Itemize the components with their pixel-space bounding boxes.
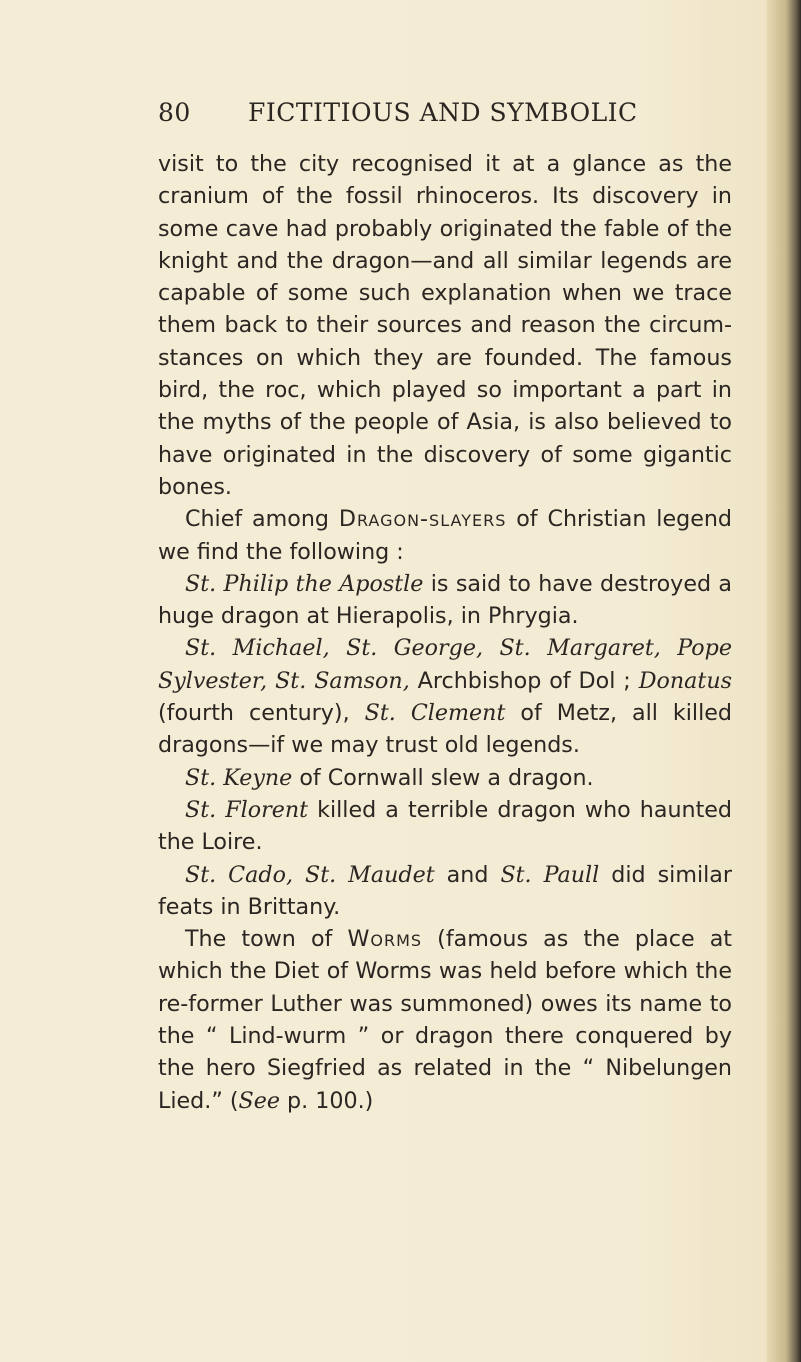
- saint-names: St. Michael, St. George, St. Margaret, Pope Sylvester, St. Samson,: [158, 635, 732, 694]
- text-run: (famous as the place at which the Diet of Worms was held before which the re-former Luther was summoned) owes its name to the “ Lind-wurm ” or dragon there conquered by the hero Siegfried as related in the “ Nibelungen Lied.” (: [158, 926, 732, 1114]
- text-run: (fourth century),: [158, 700, 365, 727]
- text-run: of Metz, all killed dragons—if we may trust old legends.: [158, 700, 733, 759]
- small-caps-term: Worms: [347, 926, 423, 953]
- paragraph: [158, 794, 732, 859]
- page-number: 80: [158, 98, 191, 127]
- text-run: p. 100.): [280, 1087, 374, 1114]
- body-text: [158, 148, 732, 1117]
- text-run: The town of: [185, 926, 348, 953]
- text-run: and: [434, 861, 501, 888]
- small-caps-term: Dragon-slayers: [338, 506, 507, 533]
- text-run: is said to have destroyed a huge dragon at Hierapolis, in Phrygia.: [158, 570, 732, 630]
- text-run: Archbishop of Dol ;: [409, 667, 639, 694]
- paragraph: [158, 568, 732, 633]
- saint-name: St. Keyne: [185, 764, 293, 791]
- text-run: of Cornwall slew a dragon.: [292, 764, 594, 791]
- text-run: Chief among: [185, 506, 339, 533]
- page-edge: [767, 0, 801, 1362]
- saint-name: St. Clement: [364, 700, 506, 727]
- saint-name: St. Paull: [500, 861, 600, 888]
- text-run: killed a terrible dragon who haunted the Loire.: [158, 796, 733, 856]
- paragraph: [158, 923, 732, 1117]
- saint-name: St. Florent: [185, 796, 309, 823]
- paragraph: [158, 503, 732, 568]
- see-reference: See: [238, 1087, 280, 1114]
- paragraph: [158, 632, 732, 761]
- paragraph: [158, 859, 732, 924]
- paragraph: [158, 762, 732, 794]
- saint-names: St. Cado, St. Maudet: [185, 861, 435, 888]
- saint-name: Donatus: [638, 667, 732, 694]
- running-title: FICTITIOUS AND SYMBOLIC: [248, 98, 638, 127]
- paragraph: visit to the city recognised it at a glance as the cranium of the fossil rhinoceros. Its discovery in some cave had probably originated the fable of the knight and the dragon—and all similar legends are capable of some such explanation when we trace them back to their sources and reason the circum-stances on which they are founded. The famous bird, the roc, which played so important a part in the myths of the people of Asia, is also believed to have originated in the discovery of some gigantic bones.: [158, 151, 732, 500]
- saint-name: St. Philip the Apostle: [185, 570, 424, 597]
- text-run: did similar feats in Brittany.: [158, 861, 732, 920]
- running-header: [158, 98, 758, 127]
- text-run: of Christian legend we find the following :: [158, 506, 732, 565]
